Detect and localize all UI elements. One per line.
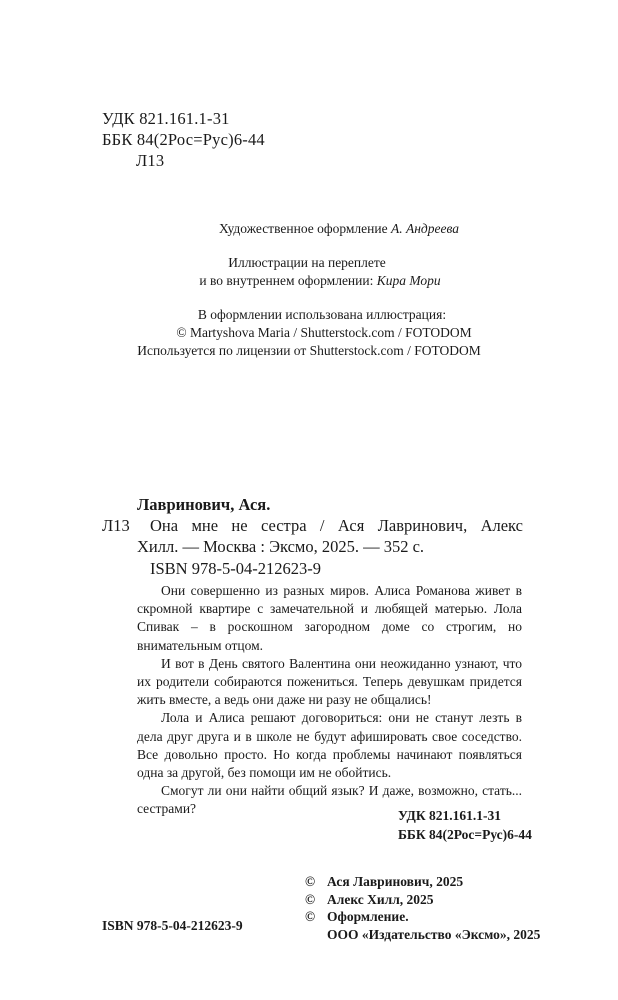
- catalog-isbn: ISBN 978-5-04-212623-9: [150, 559, 321, 578]
- copyright-block: [305, 873, 540, 943]
- copyright-text: Алекс Хилл, 2025: [327, 891, 434, 907]
- annotation-paragraph: И вот в День святого Валентина они неожиданно узнают, что их родители собираются пожениться. Теперь девушкам придется жить вместе, а ведь они даже ни разу не общались!: [137, 655, 522, 708]
- illus-name: Кира Мори: [376, 273, 441, 288]
- header-udk: УДК 821.161.1-31: [102, 109, 230, 128]
- header-classification: [102, 108, 265, 171]
- catalog-title-line2: Хилл. — Москва : Эксмо, 2025. — 352 с.: [137, 537, 425, 556]
- photo-line1: В оформлении использована иллюстрация:: [197, 307, 447, 322]
- catalog-code: Л13: [102, 516, 130, 535]
- header-bbk: ББК 84(2Рос=Рус)6-44: [102, 130, 265, 149]
- catalog-author-text: Лавринович, Ася.: [137, 495, 271, 514]
- catalog-title-line1: [150, 515, 523, 536]
- copyright-text: Ася Лавринович, 2025: [327, 874, 464, 889]
- footer-isbn: ISBN 978-5-04-212623-9: [102, 918, 243, 933]
- copyright-row: [305, 891, 540, 909]
- classification-block: [398, 806, 532, 844]
- annotation-paragraph: Смогут ли они найти общий язык? И даже, возможно, стать... сестрами?: [137, 783, 522, 817]
- annotation: [137, 582, 522, 819]
- copyright-row: [305, 873, 540, 891]
- copyright-sign: ©: [305, 909, 316, 924]
- design-name: А. Андреева: [390, 221, 460, 236]
- illus-line2: и во внутреннем оформлении:: [199, 273, 374, 288]
- photo-line3: Используется по лицензии от Shutterstock.com / FOTODOM: [137, 343, 481, 358]
- photo-line2: © Martyshova Maria / Shutterstock.com / FOTODOM: [176, 325, 472, 340]
- catalog-author: [137, 494, 270, 515]
- copyright-row: [305, 908, 540, 926]
- design-label: Художественное оформление: [218, 221, 388, 236]
- design-credit: [0, 220, 618, 238]
- copyright-text: ООО «Издательство «Эксмо», 2025: [327, 926, 541, 942]
- classification-bbk: ББК 84(2Рос=Рус)6-44: [398, 827, 532, 842]
- copyright-sign: ©: [305, 891, 316, 907]
- copyright-row: [305, 926, 540, 944]
- copyright-text: Оформление.: [327, 909, 409, 924]
- header-code: Л13: [136, 151, 165, 170]
- photo-credit: [0, 306, 618, 360]
- copyright-sign: ©: [305, 874, 316, 889]
- annotation-paragraph: Они совершенно из разных миров. Алиса Романова живет в скромной квартире с замечательной и любящей матерью. Лола Спивак – в роскошном загородном доме со строгим, но внимательным отцом.: [137, 583, 522, 653]
- illus-line1: Иллюстрации на переплете: [228, 255, 386, 270]
- catalog-title-line1-text: Она мне не сестра / Ася Лавринович, Алекс: [150, 516, 523, 535]
- annotation-paragraph: Лола и Алиса решают договориться: они не станут лезть в дела друг друга и в школе не будут афишировать свое соседство. Все довольно просто. Но когда проблемы начинают появляться одна за другой, без помощи им не обойтись.: [137, 710, 522, 781]
- classification-udk: УДК 821.161.1-31: [398, 808, 501, 823]
- illustration-credit: [0, 254, 618, 290]
